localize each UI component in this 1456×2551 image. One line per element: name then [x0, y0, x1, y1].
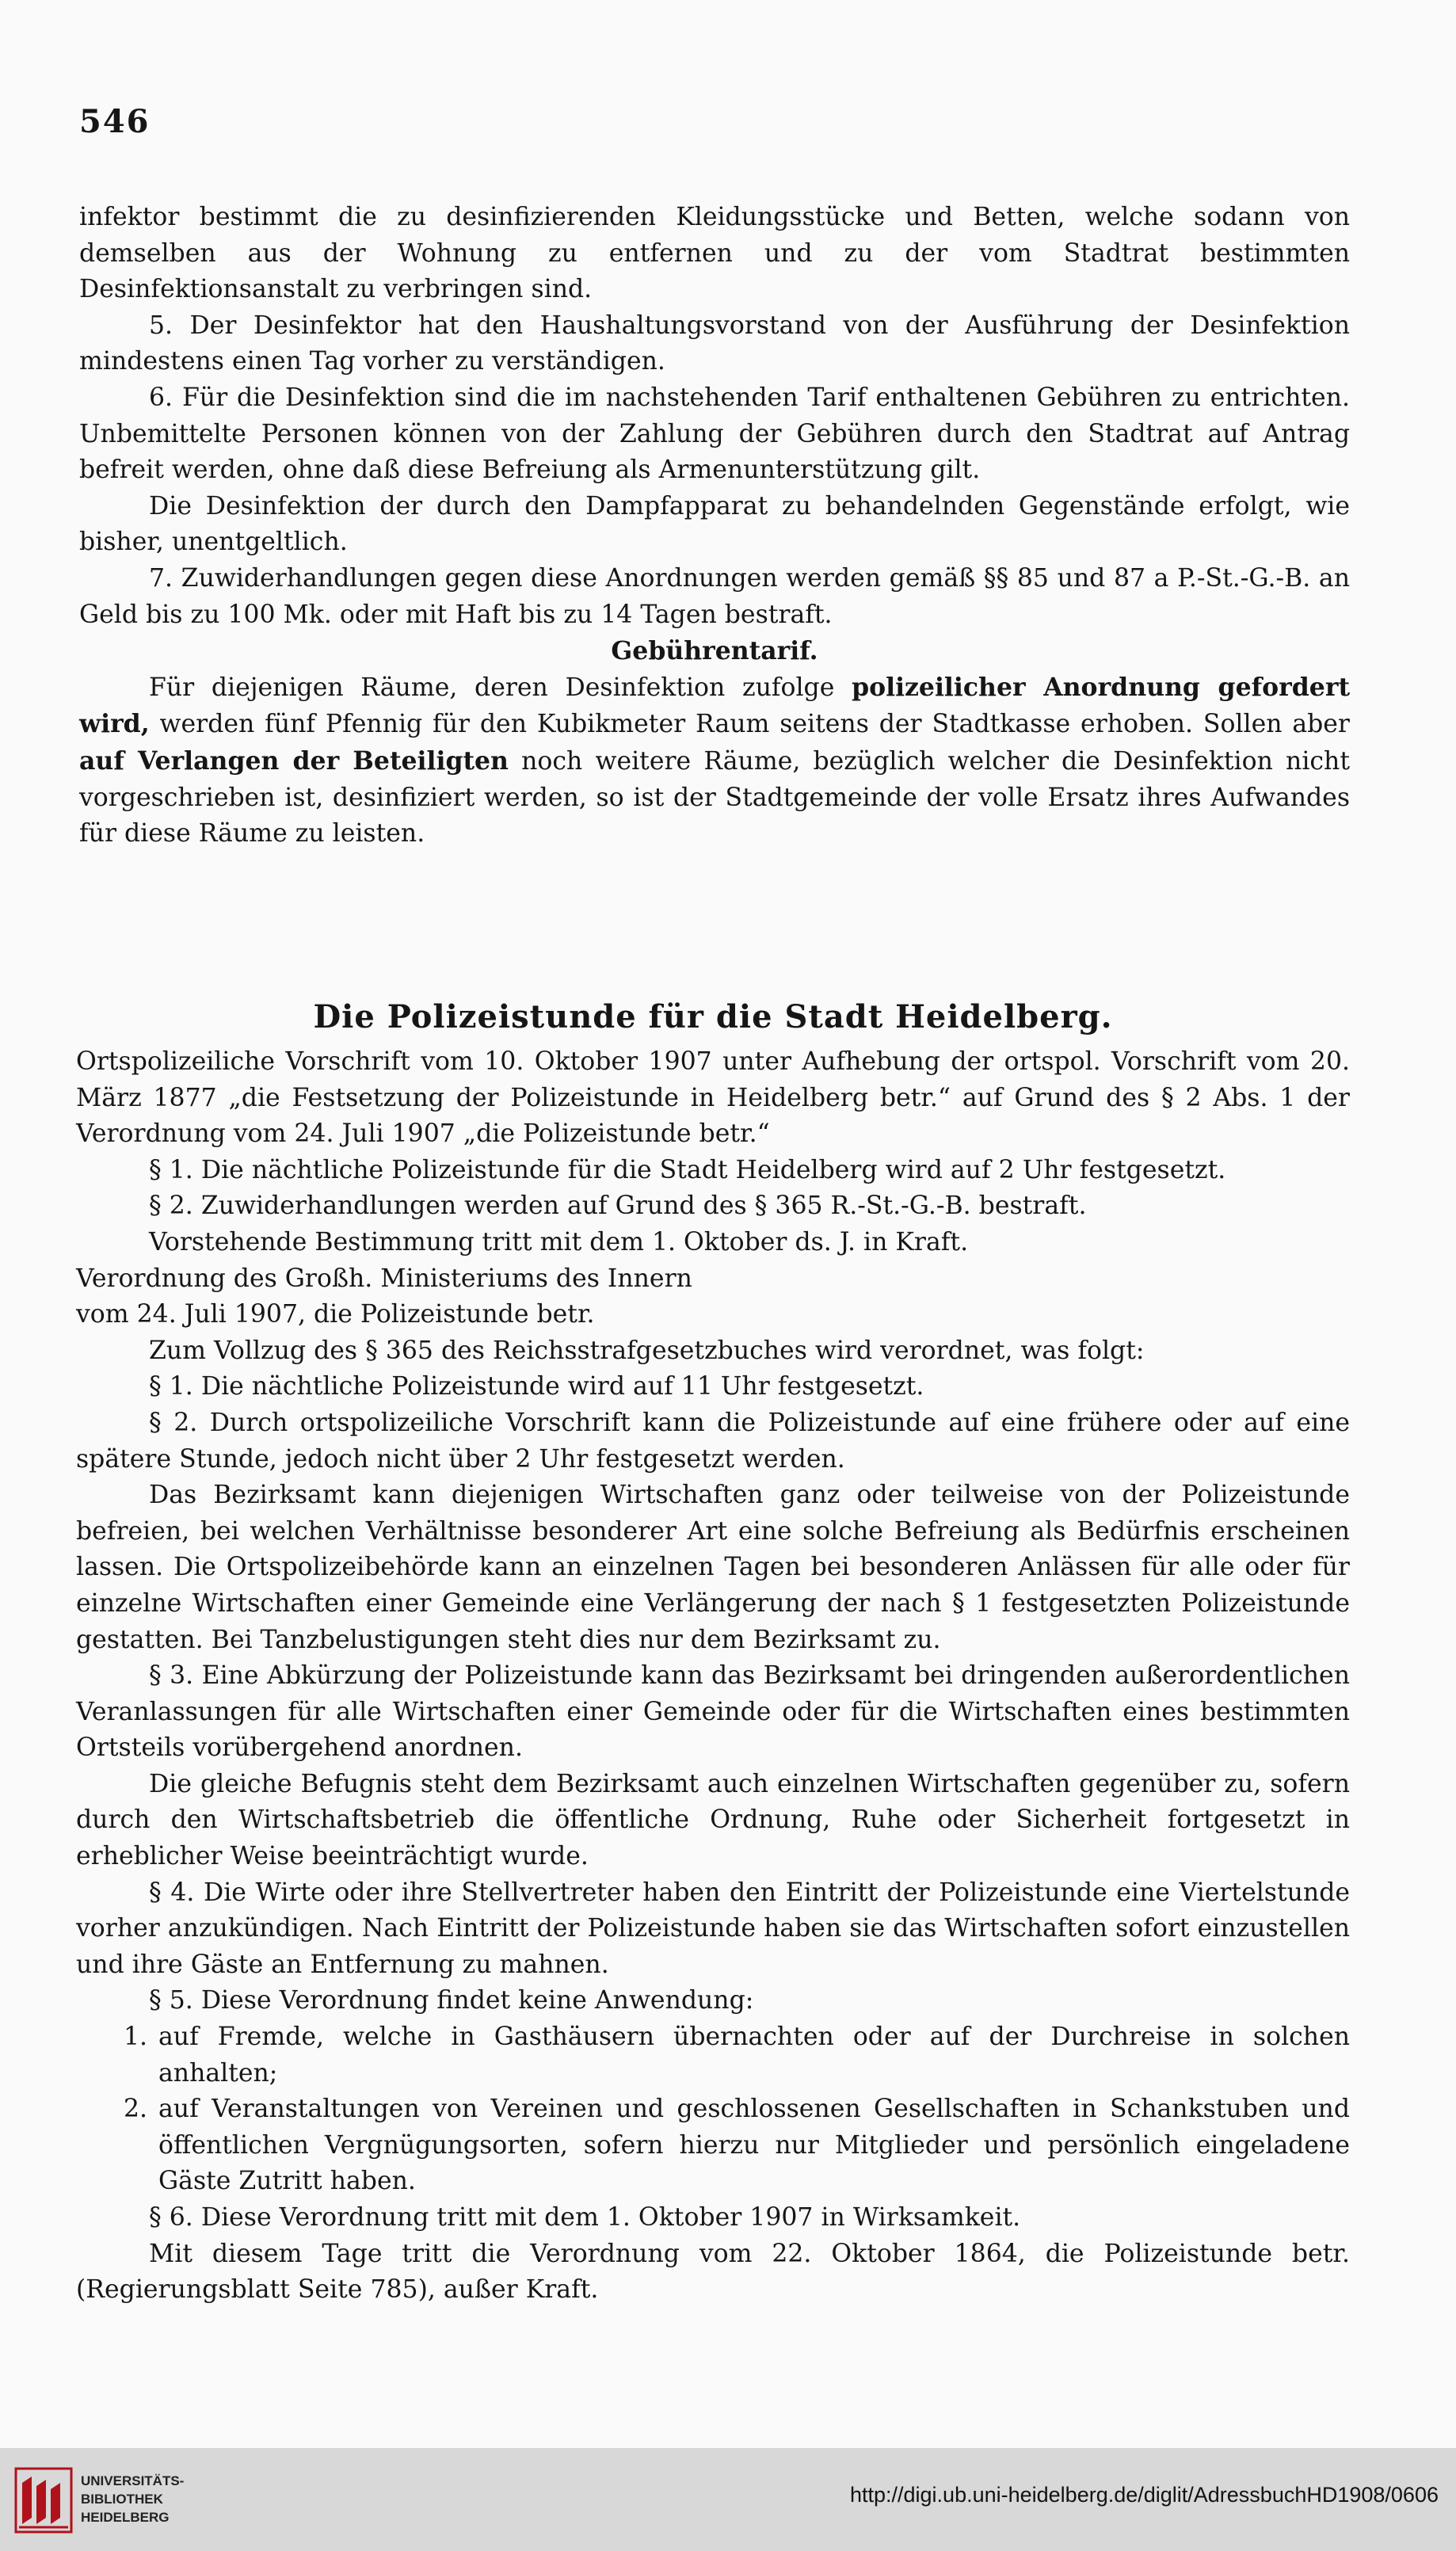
paragraph: infektor bestimmt die zu desinfizierenden Kleidungsstücke und Betten, welche sodann von demselben aus der Wohnung zu entfernen und zu der vom Stadtrat bestimmten Desinfektionsanstalt zu verbringen sind. — [79, 203, 1350, 304]
text: Für diejenigen Räume, deren Desinfektion zufolge — [149, 673, 835, 702]
list-number: 1. — [123, 2023, 147, 2052]
tarif-paragraph — [79, 669, 1350, 852]
paragraph: § 6. Diese Verordnung tritt mit dem 1. Oktober 1907 in Wirksamkeit. — [149, 2203, 1021, 2232]
paragraph: 6. Für die Desinfektion sind die im nachstehenden Tarif enthaltenen Gebühren zu entrichten. Unbemittelte Personen können von der Zahlung der Gebühren durch den Stadtrat auf Antrag befreit werden, ohne daß diese Befreiung als Armenunterstützung gilt. — [79, 383, 1350, 485]
paragraph: § 4. Die Wirte oder ihre Stellvertreter haben den Eintritt der Polizeistunde eine Viertelstunde vorher anzukündigen. Nach Eintritt der Polizeistunde haben sie das Wirtschaften sofort einzustellen und ihre Gäste an Entfernung zu mahnen. — [76, 1878, 1350, 1979]
paragraph: § 3. Eine Abkürzung der Polizeistunde kann das Bezirksamt bei dringenden außerordentlichen Veranlassungen für alle Wirtschaften einer Gemeinde oder für die Wirtschaften eines bestimmten Ortsteils vorübergehend anordnen. — [76, 1661, 1350, 1763]
paragraph: § 5. Diese Verordnung findet keine Anwendung: — [149, 1986, 754, 2015]
paragraph: § 1. Die nächtliche Polizeistunde wird auf 11 Uhr festgesetzt. — [149, 1372, 924, 1401]
library-logo[interactable] — [14, 2465, 189, 2537]
section-heading: Die Polizeistunde für die Stadt Heidelberg. — [313, 998, 1113, 1035]
library-name-line: HEIDELBERG — [81, 2510, 170, 2525]
paragraph: Die gleiche Befugnis steht dem Bezirksamt auch einzelnen Wirtschaften gegenüber zu, sofern durch den Wirtschaftsbetrieb die öffentliche Ordnung, Ruhe oder Sicherheit fortgesetzt in erheblicher Weise beeinträchtigt wurde. — [76, 1769, 1350, 1871]
list-text: auf Fremde, welche in Gasthäusern übernachten oder auf der Durchreise in solchen anhalten; — [158, 2023, 1350, 2088]
page-url-link[interactable]: http://digi.ub.uni-heidelberg.de/diglit/AdressbuchHD1908/0606 — [849, 2483, 1439, 2507]
decree-title: Verordnung des Großh. Ministeriums des Innern — [76, 1264, 692, 1293]
library-name — [81, 2472, 184, 2526]
paragraph: § 2. Durch ortspolizeiliche Vorschrift kann die Polizeistunde auf eine frühere oder auf eine spätere Stunde, jedoch nicht über 2 Uhr festgesetzt werden. — [76, 1408, 1350, 1474]
list-text: auf Veranstaltungen von Vereinen und geschlossenen Gesellschaften in Schankstuben und öffentlichen Vergnügungsorten, sofern hierzu nur Mitglieder und persönlich eingeladene Gäste Zutritt haben. — [158, 2095, 1350, 2196]
library-name-line: BIBLIOTHEK — [81, 2492, 163, 2507]
page-number: 546 — [79, 103, 151, 140]
section-polizeistunde — [76, 997, 1350, 2309]
paragraph: Zum Vollzug des § 365 des Reichsstrafgesetzbuches wird verordnet, was folgt: — [149, 1336, 1145, 1365]
paragraph: Das Bezirksamt kann diejenigen Wirtschaften ganz oder teilweise von der Polizeistunde befreien, bei welchen Verhältnisse besonderer Art eine solche Befreiung als Bedürfnis erscheinen lassen. Die Ortspolizeibehörde kann an einzelnen Tagen bei besonderen Anlässen für alle oder für einzelne Wirtschaften einer Gemeinde eine Verlängerung der nach § 1 festgesetzten Polizeistunde gestatten. Bei Tanzbelustigungen steht dies nur dem Bezirksamt zu. — [76, 1481, 1350, 1654]
paragraph: Vorstehende Bestimmung tritt mit dem 1. Oktober ds. J. in Kraft. — [149, 1227, 969, 1256]
emphasis-text: polizeilicher Anordnung gefordert wird, — [79, 672, 1350, 739]
paragraph: § 1. Die nächtliche Polizeistunde für die Stadt Heidelberg wird auf 2 Uhr festgesetzt. — [149, 1155, 1226, 1184]
list-item — [76, 2019, 1350, 2092]
text: noch weitere Räume, bezüglich welcher die Desinfektion nicht vorgeschrieben ist, desinfiziert werden, so ist der Stadtgemeinde der volle Ersatz ihres Aufwandes für diese Räume zu leisten. — [79, 746, 1350, 848]
exceptions-list — [76, 2019, 1350, 2200]
list-number: 2. — [123, 2095, 147, 2124]
paragraph: Ortspolizeiliche Vorschrift vom 10. Oktober 1907 unter Aufhebung der ortspol. Vorschrift vom 20. März 1877 „die Festsetzung der Polizeistunde in Heidelberg betr.“ auf Grund des § 2 Abs. 1 der Verordnung vom 24. Juli 1907 „die Polizeistunde betr.“ — [76, 1047, 1350, 1149]
paragraph: 5. Der Desinfektor hat den Haushaltungsvorstand von der Ausführung der Desinfektion mindestens einen Tag vorher zu verständigen. — [79, 311, 1350, 376]
list-item — [76, 2092, 1350, 2200]
paragraph: Mit diesem Tage tritt die Verordnung vom 22. Oktober 1864, die Polizeistunde betr. (Regierungsblatt Seite 785), außer Kraft. — [76, 2239, 1350, 2305]
paragraph: 7. Zuwiderhandlungen gegen diese Anordnungen werden gemäß §§ 85 und 87 a P.-St.-G.-B. an Geld bis zu 100 Mk. oder mit Haft bis zu 14 Tagen bestraft. — [79, 563, 1350, 629]
library-name-line: UNIVERSITÄTS- — [81, 2473, 185, 2488]
paragraph: Die Desinfektion der durch den Dampfapparat zu behandelnden Gegenstände erfolgt, wie bisher, unentgeltlich. — [79, 491, 1350, 557]
university-library-logo-icon — [14, 2467, 73, 2534]
text: werden fünf Pfennig für den Kubikmeter Raum seitens der Stadtkasse erhoben. Sollen aber — [159, 710, 1350, 739]
decree-date: vom 24. Juli 1907, die Polizeistunde betr. — [76, 1300, 595, 1329]
paragraph: § 2. Zuwiderhandlungen werden auf Grund des § 365 R.-St.-G.-B. bestraft. — [149, 1192, 1087, 1221]
emphasis-text: auf Verlangen der Beteiligten — [79, 745, 509, 776]
viewer-footer — [0, 2448, 1456, 2551]
section-desinfektion — [79, 200, 1350, 852]
tarif-heading: Gebührentarif. — [611, 636, 818, 666]
